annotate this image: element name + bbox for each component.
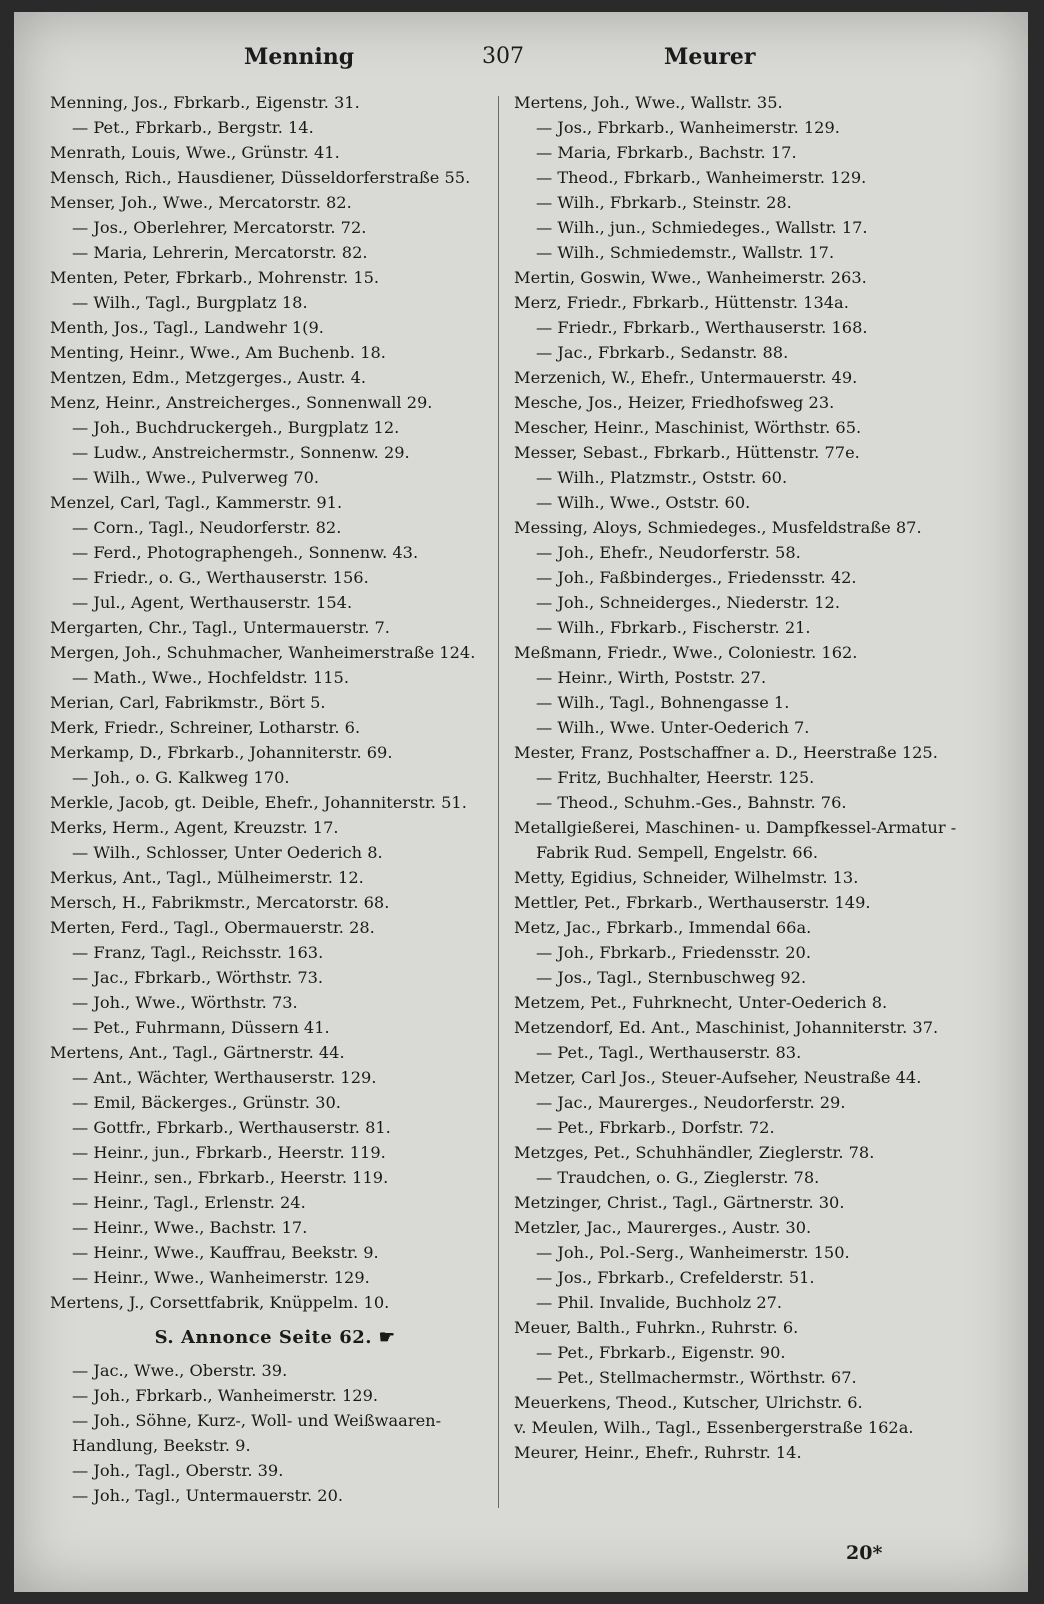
directory-entry: Meßmann, Friedr., Wwe., Coloniestr. 162. <box>514 643 858 662</box>
directory-entry: — Joh., Pol.-Serg., Wanheimerstr. 150. <box>536 1243 850 1262</box>
directory-entry: — Theod., Schuhm.-Ges., Bahnstr. 76. <box>536 793 847 812</box>
directory-entry: — Wilh., Schlosser, Unter Oederich 8. <box>72 843 383 862</box>
directory-entry: Metzinger, Christ., Tagl., Gärtnerstr. 30. <box>514 1193 845 1212</box>
directory-entry: — Heinr., Wwe., Wanheimerstr. 129. <box>72 1268 370 1287</box>
directory-entry: Merks, Herm., Agent, Kreuzstr. 17. <box>50 818 339 837</box>
directory-entry: Metzendorf, Ed. Ant., Maschinist, Johanniterstr. 37. <box>514 1018 939 1037</box>
directory-entry: Merten, Ferd., Tagl., Obermauerstr. 28. <box>50 918 375 937</box>
directory-entry: Menting, Heinr., Wwe., Am Buchenb. 18. <box>50 343 386 362</box>
directory-entry: — Wilh., Schmiedemstr., Wallstr. 17. <box>536 243 835 262</box>
directory-entry: — Friedr., o. G., Werthauserstr. 156. <box>72 568 369 587</box>
directory-entry: Mergarten, Chr., Tagl., Untermauerstr. 7. <box>50 618 390 637</box>
directory-entry: Menser, Joh., Wwe., Mercatorstr. 82. <box>50 193 352 212</box>
directory-entry: — Jos., Fbrkarb., Wanheimerstr. 129. <box>536 118 840 137</box>
directory-entry: — Ant., Wächter, Werthauserstr. 129. <box>72 1068 377 1087</box>
directory-entry: Mester, Franz, Postschaffner a. D., Heerstraße 125. <box>514 743 938 762</box>
directory-entry: Metz, Jac., Fbrkarb., Immendal 66a. <box>514 918 812 937</box>
directory-entry: Messing, Aloys, Schmiedeges., Musfeldstraße 87. <box>514 518 922 537</box>
directory-entry: — Wilh., Platzmstr., Oststr. 60. <box>536 468 788 487</box>
directory-entry: — Joh., Schneiderges., Niederstr. 12. <box>536 593 840 612</box>
directory-entry: — Joh., Tagl., Oberstr. 39. <box>72 1461 284 1480</box>
directory-entry: — Emil, Bäckerges., Grünstr. 30. <box>72 1093 341 1112</box>
directory-entry: — Maria, Lehrerin, Mercatorstr. 82. <box>72 243 368 262</box>
directory-entry: Merkamp, D., Fbrkarb., Johanniterstr. 69. <box>50 743 393 762</box>
directory-entry: — Jac., Fbrkarb., Wörthstr. 73. <box>72 968 324 987</box>
directory-entry: — Joh., Söhne, Kurz-, Woll- und Weißwaaren-Handlung, Beekstr. 9. <box>72 1411 442 1455</box>
directory-entry: Mergen, Joh., Schuhmacher, Wanheimerstraße 124. <box>50 643 476 662</box>
directory-entry: Meuerkens, Theod., Kutscher, Ulrichstr. 6. <box>514 1393 863 1412</box>
directory-entry: Metty, Egidius, Schneider, Wilhelmstr. 13. <box>514 868 859 887</box>
directory-entry: Metzer, Carl Jos., Steuer-Aufseher, Neustraße 44. <box>514 1068 922 1087</box>
directory-entry: — Joh., Tagl., Untermauerstr. 20. <box>72 1486 344 1505</box>
directory-entry: — Pet., Stellmachermstr., Wörthstr. 67. <box>536 1368 857 1387</box>
directory-entry: — Jos., Tagl., Sternbuschweg 92. <box>536 968 807 987</box>
page-header <box>14 44 1028 80</box>
directory-entry: — Joh., Wwe., Wörthstr. 73. <box>72 993 298 1012</box>
directory-entry: Menz, Heinr., Anstreicherges., Sonnenwall 29. <box>50 393 433 412</box>
directory-entry: — Heinr., Tagl., Erlenstr. 24. <box>72 1193 306 1212</box>
directory-entry: Metallgießerei, Maschinen- u. Dampfkessel-Armatur - Fabrik Rud. Sempell, Engelstr. 66. <box>514 818 957 862</box>
directory-entry: Merkus, Ant., Tagl., Mülheimerstr. 12. <box>50 868 364 887</box>
directory-entry: Merk, Friedr., Schreiner, Lotharstr. 6. <box>50 718 361 737</box>
directory-page <box>14 12 1028 1592</box>
directory-entry: — Pet., Fbrkarb., Eigenstr. 90. <box>536 1343 786 1362</box>
directory-entry: — Jac., Fbrkarb., Sedanstr. 88. <box>536 343 789 362</box>
directory-entry: — Jac., Maurerges., Neudorferstr. 29. <box>536 1093 846 1112</box>
directory-entry: — Heinr., sen., Fbrkarb., Heerstr. 119. <box>72 1168 389 1187</box>
directory-entry: Mertin, Goswin, Wwe., Wanheimerstr. 263. <box>514 268 867 287</box>
directory-entry: — Heinr., Wwe., Bachstr. 17. <box>72 1218 308 1237</box>
directory-entry: — Math., Wwe., Hochfeldstr. 115. <box>72 668 350 687</box>
directory-entry: — Pet., Fuhrmann, Düssern 41. <box>72 1018 330 1037</box>
directory-entry: Menrath, Louis, Wwe., Grünstr. 41. <box>50 143 340 162</box>
directory-entry: — Joh., Buchdruckergeh., Burgplatz 12. <box>72 418 400 437</box>
directory-entry: — Wilh., Tagl., Bohnengasse 1. <box>536 693 790 712</box>
directory-entry: Meuer, Balth., Fuhrkn., Ruhrstr. 6. <box>514 1318 799 1337</box>
directory-entry: — Joh., Ehefr., Neudorferstr. 58. <box>536 543 801 562</box>
directory-entry: — Heinr., jun., Fbrkarb., Heerstr. 119. <box>72 1143 386 1162</box>
directory-entry: Metzler, Jac., Maurerges., Austr. 30. <box>514 1218 812 1237</box>
directory-entry: — Ferd., Photographengeh., Sonnenw. 43. <box>72 543 419 562</box>
directory-entry: — Traudchen, o. G., Zieglerstr. 78. <box>536 1168 820 1187</box>
directory-entry: Mersch, H., Fabrikmstr., Mercatorstr. 68. <box>50 893 390 912</box>
directory-entry: Mertens, J., Corsettfabrik, Knüppelm. 10. <box>50 1293 390 1312</box>
directory-entry: — Jac., Wwe., Oberstr. 39. <box>72 1361 288 1380</box>
directory-entry: — Wilh., Fbrkarb., Fischerstr. 21. <box>536 618 811 637</box>
directory-entry: Metzem, Pet., Fuhrknecht, Unter-Oederich 8. <box>514 993 888 1012</box>
directory-entry: Mensch, Rich., Hausdiener, Düsseldorferstraße 55. <box>50 168 471 187</box>
directory-entry: Meurer, Heinr., Ehefr., Ruhrstr. 14. <box>514 1443 802 1462</box>
directory-entry: Menten, Peter, Fbrkarb., Mohrenstr. 15. <box>50 268 380 287</box>
left-column <box>50 90 500 1508</box>
directory-entry: Mertens, Joh., Wwe., Wallstr. 35. <box>514 93 783 112</box>
directory-entry: Mettler, Pet., Fbrkarb., Werthauserstr. 149. <box>514 893 871 912</box>
directory-entry: — Joh., Faßbinderges., Friedensstr. 42. <box>536 568 857 587</box>
directory-entry: — Pet., Fbrkarb., Dorfstr. 72. <box>536 1118 775 1137</box>
right-column <box>514 90 974 1465</box>
directory-entry: Merkle, Jacob, gt. Deible, Ehefr., Johanniterstr. 51. <box>50 793 467 812</box>
directory-entry: — Corn., Tagl., Neudorferstr. 82. <box>72 518 342 537</box>
directory-entry: — Pet., Tagl., Werthauserstr. 83. <box>536 1043 802 1062</box>
advertisement-notice: S. Annonce Seite 62. ☛ <box>154 1327 396 1348</box>
directory-entry: — Joh., Fbrkarb., Wanheimerstr. 129. <box>72 1386 379 1405</box>
directory-entry: Mentzen, Edm., Metzgerges., Austr. 4. <box>50 368 367 387</box>
directory-entry: Mertens, Ant., Tagl., Gärtnerstr. 44. <box>50 1043 345 1062</box>
directory-entry: — Fritz, Buchhalter, Heerstr. 125. <box>536 768 815 787</box>
directory-entry: — Friedr., Fbrkarb., Werthauserstr. 168. <box>536 318 868 337</box>
directory-entry: Mesche, Jos., Heizer, Friedhofsweg 23. <box>514 393 835 412</box>
directory-entry: Merzenich, W., Ehefr., Untermauerstr. 49. <box>514 368 858 387</box>
directory-entry: — Wilh., Wwe., Oststr. 60. <box>536 493 751 512</box>
directory-entry: — Wilh., Tagl., Burgplatz 18. <box>72 293 308 312</box>
directory-entry: — Joh., Fbrkarb., Friedensstr. 20. <box>536 943 811 962</box>
directory-entry: — Jos., Oberlehrer, Mercatorstr. 72. <box>72 218 367 237</box>
signature-mark: 20* <box>846 1542 883 1564</box>
directory-entry: Merian, Carl, Fabrikmstr., Bört 5. <box>50 693 326 712</box>
directory-entry: Menth, Jos., Tagl., Landwehr 1(9. <box>50 318 324 337</box>
directory-entry: — Gottfr., Fbrkarb., Werthauserstr. 81. <box>72 1118 391 1137</box>
directory-entry: — Theod., Fbrkarb., Wanheimerstr. 129. <box>536 168 867 187</box>
header-first-name: Menning <box>244 44 355 70</box>
page-number: 307 <box>482 44 524 69</box>
directory-entry: Menning, Jos., Fbrkarb., Eigenstr. 31. <box>50 93 360 112</box>
directory-entry: — Pet., Fbrkarb., Bergstr. 14. <box>72 118 314 137</box>
directory-entry: — Wilh., Fbrkarb., Steinstr. 28. <box>536 193 792 212</box>
directory-entry: — Ludw., Anstreichermstr., Sonnenw. 29. <box>72 443 410 462</box>
directory-entry: Messer, Sebast., Fbrkarb., Hüttenstr. 77e. <box>514 443 860 462</box>
directory-entry: — Jul., Agent, Werthauserstr. 154. <box>72 593 353 612</box>
directory-entry: — Wilh., Wwe. Unter-Oederich 7. <box>536 718 810 737</box>
directory-entry: — Joh., o. G. Kalkweg 170. <box>72 768 290 787</box>
directory-entry: — Franz, Tagl., Reichsstr. 163. <box>72 943 324 962</box>
directory-entry: — Phil. Invalide, Buchholz 27. <box>536 1293 783 1312</box>
directory-entry: — Wilh., Wwe., Pulverweg 70. <box>72 468 320 487</box>
directory-entry: Merz, Friedr., Fbrkarb., Hüttenstr. 134a. <box>514 293 849 312</box>
directory-entry: — Wilh., jun., Schmiedeges., Wallstr. 17. <box>536 218 868 237</box>
directory-entry: — Heinr., Wwe., Kauffrau, Beekstr. 9. <box>72 1243 379 1262</box>
directory-entry: — Maria, Fbrkarb., Bachstr. 17. <box>536 143 797 162</box>
directory-entry: Mescher, Heinr., Maschinist, Wörthstr. 65. <box>514 418 862 437</box>
directory-entry: v. Meulen, Wilh., Tagl., Essenbergerstraße 162a. <box>514 1418 914 1437</box>
directory-entry: — Heinr., Wirth, Poststr. 27. <box>536 668 767 687</box>
header-last-name: Meurer <box>664 44 756 70</box>
directory-entry: — Jos., Fbrkarb., Crefelderstr. 51. <box>536 1268 815 1287</box>
directory-entry: Menzel, Carl, Tagl., Kammerstr. 91. <box>50 493 343 512</box>
directory-entry: Metzges, Pet., Schuhhändler, Zieglerstr. 78. <box>514 1143 875 1162</box>
